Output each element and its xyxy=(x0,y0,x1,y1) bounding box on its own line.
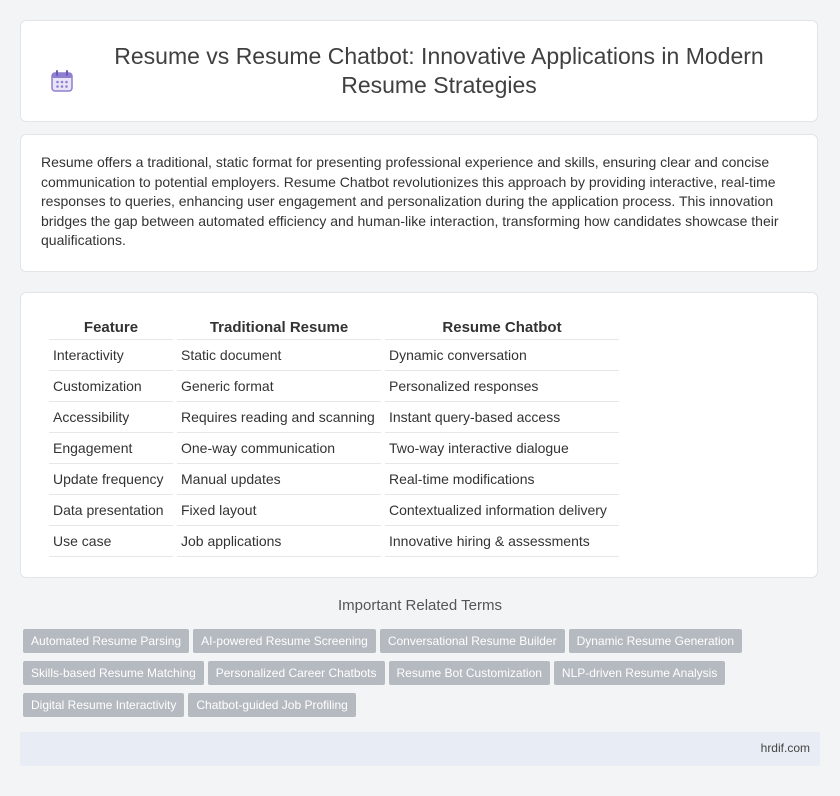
calendar-icon xyxy=(49,68,75,94)
table-cell: Real-time modifications xyxy=(385,464,619,495)
table-cell: Dynamic conversation xyxy=(385,340,619,371)
table-row xyxy=(49,433,619,464)
table-cell: Requires reading and scanning xyxy=(177,402,381,433)
related-term-tag[interactable]: Automated Resume Parsing xyxy=(23,629,189,653)
table-cell: Data presentation xyxy=(49,495,173,526)
related-term-tag[interactable]: Chatbot-guided Job Profiling xyxy=(188,693,355,717)
table-cell: Contextualized information delivery xyxy=(385,495,619,526)
related-term-tag[interactable]: Resume Bot Customization xyxy=(389,661,550,685)
column-header: Resume Chatbot xyxy=(385,315,619,340)
footer-site-link[interactable]: hrdif.com xyxy=(760,741,810,755)
related-term-tag[interactable]: NLP-driven Resume Analysis xyxy=(554,661,725,685)
table-cell: Accessibility xyxy=(49,402,173,433)
related-term-tag[interactable]: Personalized Career Chatbots xyxy=(208,661,385,685)
intro-text: Resume offers a traditional, static format for presenting professional experience and skills, ensuring clear and concise communication to potential employers. Resume Chatbot revolutionizes this approach by providing interactive, real-time responses to queries, enhancing user engagement and personalization during the application process. This innovation bridges the gap between automated efficiency and human-like interaction, transforming how candidates showcase their qualifications. xyxy=(41,154,779,248)
table-row xyxy=(49,340,619,371)
table-row xyxy=(49,526,619,557)
column-header: Traditional Resume xyxy=(177,315,381,340)
header-card xyxy=(20,20,818,122)
column-header: Feature xyxy=(49,315,173,340)
footer xyxy=(20,732,820,766)
table-row xyxy=(49,402,619,433)
table-cell: One-way communication xyxy=(177,433,381,464)
related-term-tag[interactable]: Dynamic Resume Generation xyxy=(569,629,742,653)
table-row xyxy=(49,371,619,402)
table-cell: Update frequency xyxy=(49,464,173,495)
table-cell: Innovative hiring & assessments xyxy=(385,526,619,557)
table-cell: Interactivity xyxy=(49,340,173,371)
comparison-card xyxy=(20,292,818,578)
table-cell: Generic format xyxy=(177,371,381,402)
table-cell: Fixed layout xyxy=(177,495,381,526)
table-cell: Use case xyxy=(49,526,173,557)
table-cell: Customization xyxy=(49,371,173,402)
related-term-tag[interactable]: Conversational Resume Builder xyxy=(380,629,565,653)
table-cell: Personalized responses xyxy=(385,371,619,402)
table-row xyxy=(49,495,619,526)
table-cell: Instant query-based access xyxy=(385,402,619,433)
table-cell: Static document xyxy=(177,340,381,371)
intro-card xyxy=(20,134,818,272)
table-header-row xyxy=(49,315,619,340)
related-terms-title: Important Related Terms xyxy=(338,597,502,614)
comparison-table xyxy=(45,315,623,557)
table-cell: Job applications xyxy=(177,526,381,557)
page-title: Resume vs Resume Chatbot: Innovative Applications in Modern Resume Strategies xyxy=(114,43,764,98)
table-cell: Manual updates xyxy=(177,464,381,495)
table-row xyxy=(49,464,619,495)
related-term-tag[interactable]: Skills-based Resume Matching xyxy=(23,661,204,685)
related-term-tag[interactable]: Digital Resume Interactivity xyxy=(23,693,184,717)
table-cell: Two-way interactive dialogue xyxy=(385,433,619,464)
related-terms-list xyxy=(23,629,823,725)
table-cell: Engagement xyxy=(49,433,173,464)
related-term-tag[interactable]: AI-powered Resume Screening xyxy=(193,629,376,653)
